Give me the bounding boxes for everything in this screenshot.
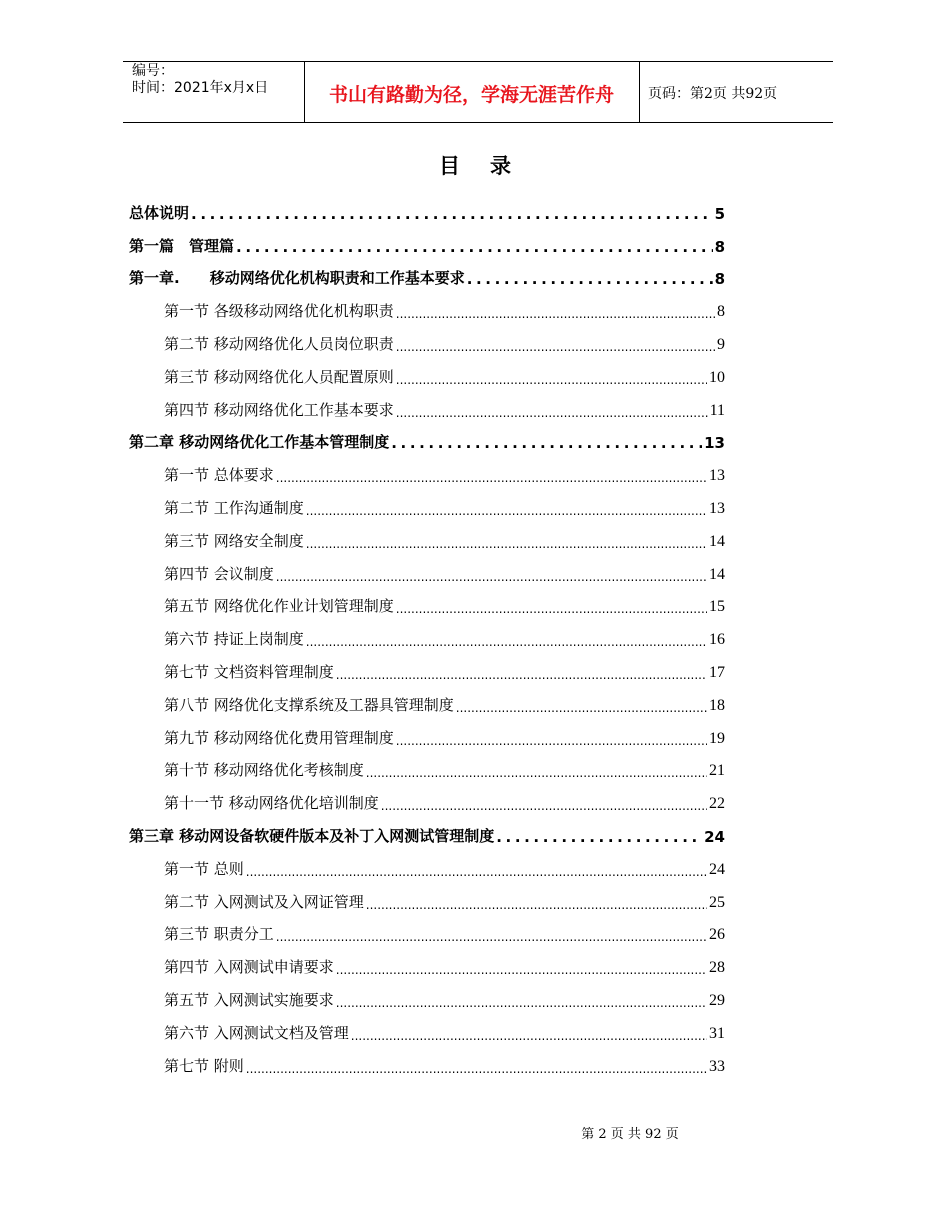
toc-entry[interactable] [129,591,725,624]
header-bottom-rule [123,122,833,123]
toc-dot-leader [366,898,707,912]
toc-entry[interactable] [129,689,725,722]
toc-entry-page: 8 [714,270,725,289]
toc-dot-leader [396,340,715,354]
toc-entry[interactable] [129,525,725,558]
toc-dot-leader [306,537,707,551]
toc-entry-page: 14 [709,565,725,583]
toc-entry-page: 24 [709,860,725,878]
toc-entry[interactable] [129,328,725,361]
toc-entry-label: 第三节 职责分工 [164,925,274,944]
toc-entry-label: 第十一节 移动网络优化培训制度 [164,794,379,813]
toc-entry-label: 第四节 会议制度 [164,564,274,583]
toc-entry[interactable] [129,1017,725,1050]
toc-dot-leader [381,799,707,813]
toc-entry-label: 第二节 工作沟通制度 [164,498,304,517]
toc-dot-leader [456,701,707,715]
toc-entry[interactable] [129,820,725,853]
toc-entry-page: 26 [709,926,725,944]
header-top-rule [123,61,833,62]
toc-entry-label: 第四节 入网测试申请要求 [164,958,334,977]
toc-entry-page: 8 [717,303,725,321]
toc-entry-label: 第三节 网络安全制度 [164,531,304,550]
toc-dot-leader [391,434,702,452]
toc-entry-label: 第五节 入网测试实施要求 [164,990,334,1009]
toc-dot-leader [396,373,707,387]
header-page-info: 页码：第2页 共92页 [648,86,778,102]
toc-dot-leader [396,307,715,321]
header-meta [132,63,268,97]
toc-entry-label: 第一节 各级移动网络优化机构职责 [164,302,394,321]
toc-entry-page: 19 [709,729,725,747]
toc-dot-leader [396,406,708,420]
toc-entry-label: 第六节 入网测试文档及管理 [164,1023,349,1042]
toc-entry-page: 17 [709,663,725,681]
toc-dot-leader [336,963,707,977]
toc-entry[interactable] [129,886,725,919]
toc-dot-leader [351,1029,707,1043]
toc-dot-leader [496,828,702,846]
toc-dot-leader [276,570,707,584]
toc-entry-page: 33 [709,1057,725,1075]
toc-entry-page: 25 [709,893,725,911]
toc-entry-page: 8 [714,237,725,256]
toc-entry-label: 第八节 网络优化支撑系统及工器具管理制度 [164,695,454,714]
header-divider-right [639,61,640,122]
toc-entry-label: 第七节 文档资料管理制度 [164,662,334,681]
toc-entry-label: 第四节 移动网络优化工作基本要求 [164,400,394,419]
toc-entry[interactable] [129,984,725,1017]
serial-label: 编号： [132,63,174,79]
toc-entry-label: 第七节 附则 [164,1056,244,1075]
toc-entry[interactable] [129,755,725,788]
toc-entry[interactable] [129,1050,725,1083]
toc-dot-leader [246,865,707,879]
toc-entry[interactable] [129,263,725,296]
toc-dot-leader [467,270,713,288]
toc-dot-leader [246,1062,707,1076]
toc-entry-page: 14 [709,532,725,550]
toc-entry-label: 第二节 入网测试及入网证管理 [164,892,364,911]
toc-entry-label: 总体说明 [129,203,190,222]
toc-entry-label: 第二章 移动网络优化工作基本管理制度 [129,433,390,452]
toc-entry[interactable] [129,853,725,886]
toc-entry[interactable] [129,919,725,952]
toc-entry[interactable] [129,722,725,755]
toc-entry-page: 18 [709,696,725,714]
toc-entry-label: 第三节 移动网络优化人员配置原则 [164,367,394,386]
toc-dot-leader [276,930,707,944]
toc-entry-page: 29 [709,991,725,1009]
toc-entry[interactable] [129,787,725,820]
toc-entry-label: 第五节 网络优化作业计划管理制度 [164,597,394,616]
toc-entry-page: 16 [709,631,725,649]
toc-dot-leader [336,996,707,1010]
toc-entry-page: 22 [709,795,725,813]
toc-dot-leader [276,471,707,485]
toc-entry-page: 13 [709,499,725,517]
toc-entry[interactable] [129,295,725,328]
table-of-contents [129,197,725,1083]
toc-entry-label: 第一篇 管理篇 [129,236,235,255]
toc-dot-leader [366,766,707,780]
toc-entry[interactable] [129,230,725,263]
toc-entry[interactable] [129,361,725,394]
toc-entry-label: 第三章 移动网设备软硬件版本及补丁入网测试管理制度 [129,826,495,845]
toc-dot-leader [336,668,707,682]
toc-entry-page: 13 [709,467,725,485]
toc-entry-label: 第一章. 移动网络优化机构职责和工作基本要求 [129,269,465,288]
toc-dot-leader [306,635,707,649]
toc-entry-label: 第二节 移动网络优化人员岗位职责 [164,334,394,353]
toc-entry-page: 5 [714,204,725,223]
toc-entry-page: 9 [717,335,725,353]
toc-dot-leader [236,238,713,256]
toc-entry[interactable] [129,558,725,591]
toc-dot-leader [396,734,707,748]
toc-entry-label: 第九节 移动网络优化费用管理制度 [164,728,394,747]
toc-dot-leader [191,205,713,223]
toc-entry-label: 第一节 总体要求 [164,466,274,485]
toc-entry-page: 28 [709,959,725,977]
toc-dot-leader [396,602,707,616]
toc-entry[interactable] [129,459,725,492]
toc-entry-label: 第一节 总则 [164,859,244,878]
toc-entry-page: 13 [704,434,725,453]
toc-entry[interactable] [129,951,725,984]
toc-entry-page: 24 [704,827,725,846]
toc-entry[interactable] [129,623,725,656]
toc-entry-page: 10 [709,368,725,386]
toc-entry-page: 21 [709,762,725,780]
toc-entry[interactable] [129,656,725,689]
toc-entry-label: 第十节 移动网络优化考核制度 [164,761,364,780]
header-motto: 书山有路勤为径，学海无涯苦作舟 [328,84,614,106]
toc-entry-page: 11 [709,401,725,419]
toc-entry[interactable] [129,394,725,427]
time-label: 时间：2021年x月x日 [132,80,269,96]
toc-entry-page: 15 [709,598,725,616]
toc-entry[interactable] [129,427,725,460]
toc-entry[interactable] [129,197,725,230]
toc-dot-leader [306,504,707,518]
toc-entry-page: 31 [709,1024,725,1042]
toc-entry[interactable] [129,492,725,525]
page-title: 目录 [439,154,541,178]
toc-entry-label: 第六节 持证上岗制度 [164,630,304,649]
page-footer: 第 2 页 共 92 页 [581,1127,679,1142]
